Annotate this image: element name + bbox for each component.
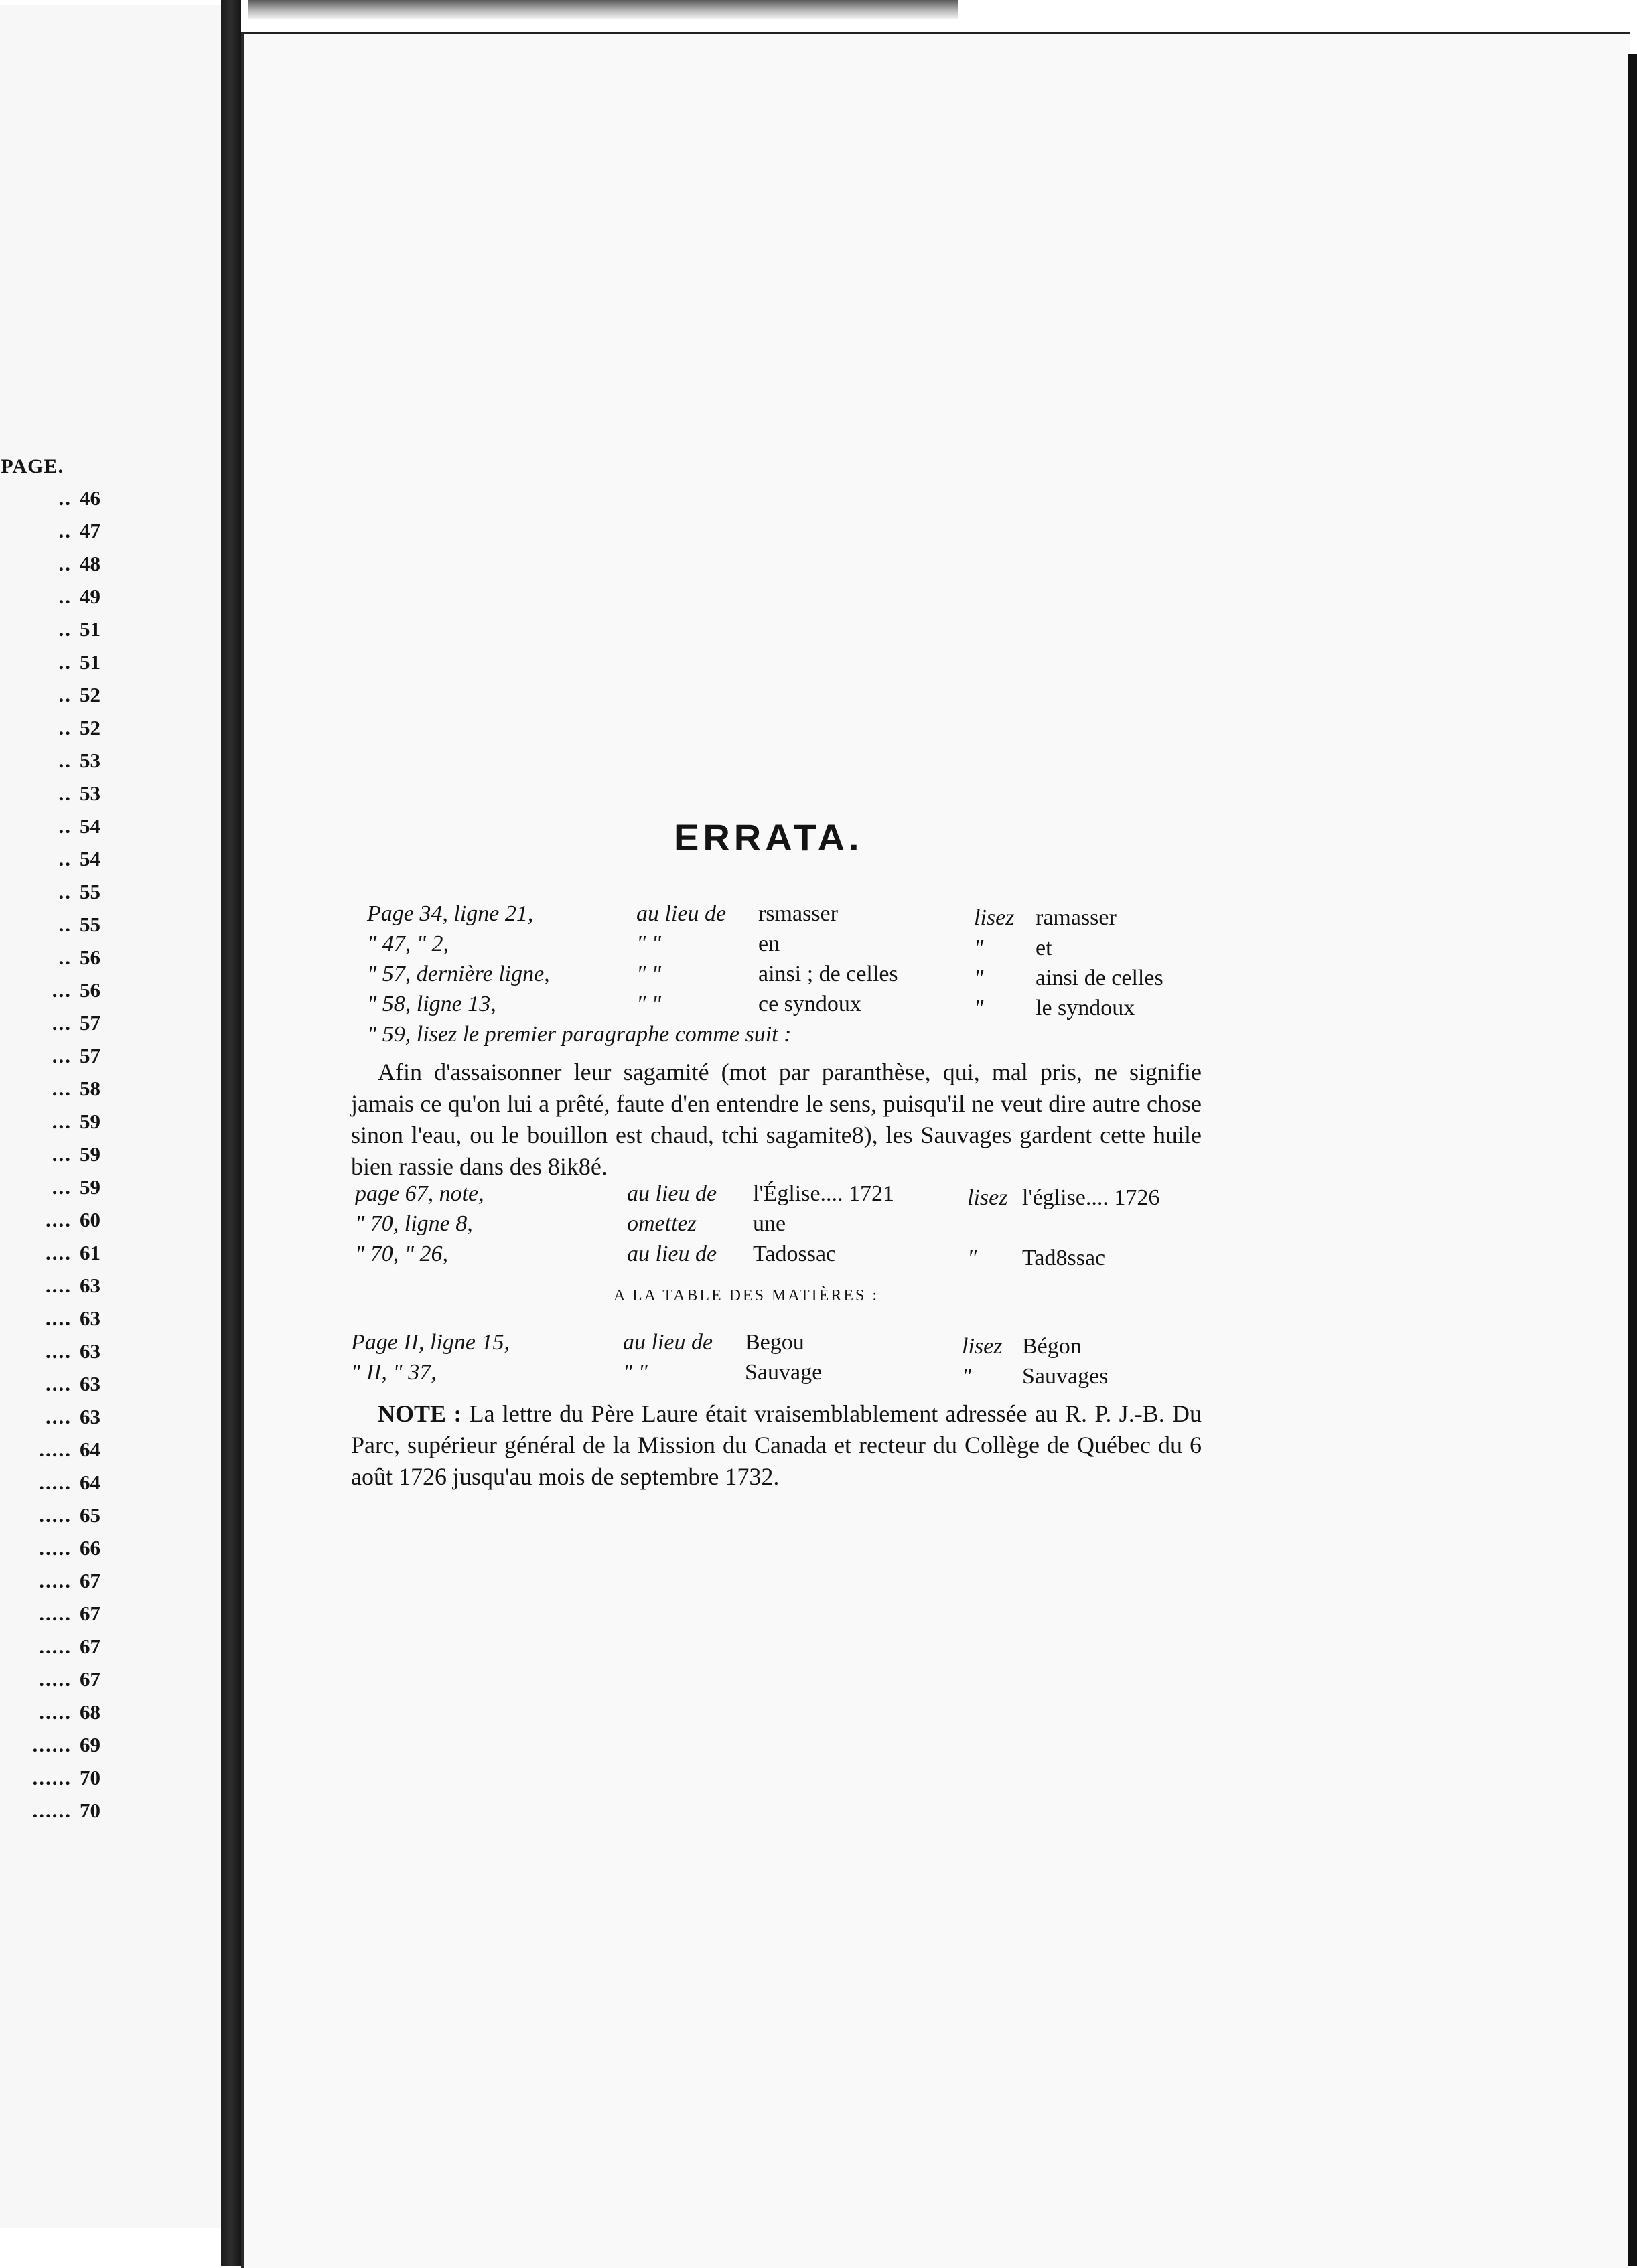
errata-read: lisez: [962, 1334, 1003, 1359]
toc-row: [0, 978, 100, 1011]
toc-row: [0, 781, 100, 814]
toc-leader: ..: [58, 650, 72, 674]
toc-leader: .....: [39, 1635, 72, 1658]
toc-page-number: 59: [80, 1142, 100, 1166]
toc-leader: ..: [58, 880, 72, 903]
toc-page-number: 59: [80, 1110, 100, 1133]
toc-row: [0, 1339, 100, 1372]
errata-instead: au lieu de: [627, 1241, 717, 1266]
errata-ref: " 70, " 26,: [355, 1241, 449, 1266]
errata-instead: " ": [636, 962, 662, 986]
errata-instead: omettez: [627, 1211, 697, 1236]
toc-page-number: 55: [80, 913, 100, 936]
toc-leader: ..: [58, 683, 72, 706]
toc-leader: .....: [39, 1667, 72, 1691]
toc-row: [0, 617, 100, 650]
toc-row: [0, 486, 100, 519]
toc-leader: ...: [52, 1077, 72, 1100]
table-subheading: A LA TABLE DES MATIÈRES :: [614, 1287, 879, 1304]
toc-leader: ...: [52, 1142, 72, 1166]
toc-page-list: [0, 486, 100, 1831]
toc-row: [0, 847, 100, 880]
errata-read: ": [974, 966, 984, 990]
toc-row: [0, 1110, 100, 1142]
toc-row: [0, 1405, 100, 1438]
toc-leader: .....: [39, 1602, 72, 1625]
toc-page-number: 57: [80, 1044, 100, 1067]
errata-wrong: Tadossac: [753, 1241, 837, 1266]
toc-page-number: 67: [80, 1667, 100, 1691]
toc-page-number: 67: [80, 1602, 100, 1625]
toc-page-number: 63: [80, 1306, 100, 1330]
errata-instead: au lieu de: [636, 901, 727, 926]
errata-instead: " ": [636, 992, 662, 1016]
toc-page-number: 59: [80, 1175, 100, 1199]
toc-page-header: PAGE.: [1, 455, 64, 477]
scan-shadow-top: [248, 0, 958, 19]
toc-leader: ...: [52, 1011, 72, 1035]
toc-page-number: 47: [80, 519, 100, 542]
toc-page-number: 52: [80, 683, 100, 706]
toc-row: [0, 1635, 100, 1667]
toc-page-number: 70: [80, 1766, 100, 1789]
errata-wrong: ainsi ; de celles: [758, 962, 898, 986]
toc-row: [0, 552, 100, 585]
toc-leader: ...: [52, 1044, 72, 1067]
toc-page-number: 63: [80, 1274, 100, 1297]
errata-right: Tad8ssac: [1022, 1245, 1106, 1270]
errata-read: ": [962, 1364, 972, 1389]
errata-ref: " 70, ligne 8,: [355, 1211, 473, 1236]
toc-leader: ......: [32, 1733, 72, 1756]
toc-page-number: 58: [80, 1077, 100, 1100]
toc-page-number: 68: [80, 1700, 100, 1724]
errata-right: Sauvages: [1022, 1364, 1109, 1389]
errata-instead: au lieu de: [627, 1181, 717, 1206]
toc-leader: .....: [39, 1569, 72, 1592]
toc-page-number: 49: [80, 585, 100, 608]
errata-wrong: ce syndoux: [758, 992, 861, 1016]
toc-leader: .....: [39, 1536, 72, 1560]
toc-leader: ....: [46, 1274, 72, 1297]
errata-instead: " ": [636, 931, 662, 956]
toc-page-number: 66: [80, 1536, 100, 1560]
toc-row: [0, 1438, 100, 1470]
toc-page-number: 64: [80, 1438, 100, 1461]
errata-ref: page 67, note,: [355, 1181, 484, 1206]
toc-leader: ...: [52, 1175, 72, 1199]
toc-row: [0, 1602, 100, 1635]
toc-leader: .....: [39, 1503, 72, 1527]
toc-row: [0, 1470, 100, 1503]
page-edge: [1628, 54, 1637, 2266]
toc-leader: ...: [52, 1110, 72, 1133]
toc-page-number: 67: [80, 1569, 100, 1592]
toc-row: [0, 683, 100, 716]
toc-page-number: 61: [80, 1241, 100, 1264]
toc-page-number: 69: [80, 1733, 100, 1756]
errata-read: lisez: [967, 1185, 1008, 1210]
toc-row: [0, 880, 100, 913]
toc-page-number: 70: [80, 1799, 100, 1822]
toc-page-number: 54: [80, 814, 100, 838]
toc-leader: ..: [58, 781, 72, 805]
left-page: [0, 5, 221, 2228]
errata-ref: " II, " 37,: [351, 1360, 437, 1385]
toc-row: [0, 1208, 100, 1241]
toc-page-number: 51: [80, 650, 100, 674]
toc-row: [0, 1241, 100, 1274]
errata-read: ": [967, 1245, 977, 1270]
toc-page-number: 53: [80, 749, 100, 772]
toc-page-number: 56: [80, 946, 100, 969]
errata-right: ainsi de celles: [1036, 966, 1163, 990]
toc-page-number: 53: [80, 781, 100, 805]
toc-leader: ..: [58, 716, 72, 739]
toc-row: [0, 1372, 100, 1405]
errata-paragraph: Afin d'assaisonner leur sagamité (mot par paranthèse, qui, mal pris, ne signifie jamais ce qu'on lui a prêté, faute d'en entendre le sens, puisqu'il ne veut dire autre chose sinon l'eau, ou le bouillon est chaud, tchi sagamite8), les Sauvages gardent cette huile bien rassie dans des 8ik8é.: [351, 1059, 1202, 1180]
toc-row: [0, 1503, 100, 1536]
errata-wrong: Sauvage: [745, 1360, 823, 1385]
errata-wrong: Begou: [745, 1330, 804, 1355]
errata-right: Bégon: [1022, 1334, 1082, 1359]
errata-right: et: [1036, 935, 1052, 960]
toc-row: [0, 749, 100, 781]
toc-row: [0, 1142, 100, 1175]
toc-page-number: 63: [80, 1339, 100, 1363]
toc-leader: .....: [39, 1438, 72, 1461]
toc-leader: ..: [58, 552, 72, 575]
errata-wrong: en: [758, 931, 780, 956]
toc-row: [0, 716, 100, 749]
errata-instead: " ": [623, 1360, 648, 1385]
errata-ref: Page 34, ligne 21,: [367, 901, 534, 926]
toc-row: [0, 1766, 100, 1799]
toc-page-number: 65: [80, 1503, 100, 1527]
errata-read: ": [974, 996, 984, 1020]
toc-page-number: 57: [80, 1011, 100, 1035]
toc-leader: ....: [46, 1339, 72, 1363]
errata-ref: " 59, lisez le premier paragraphe comme suit :: [367, 1022, 792, 1047]
toc-row: [0, 913, 100, 946]
note-paragraph: NOTE : La lettre du Père Laure était vraisemblablement adressée au R. P. J.-B. Du Parc, supérieur général de la Mission du Canada et recteur du Collège de Québec du 6 août 1726 jusqu'au mois de septembre 1732.: [351, 1400, 1202, 1490]
note-label: NOTE :: [378, 1400, 462, 1427]
toc-page-number: 54: [80, 847, 100, 871]
toc-leader: ..: [58, 847, 72, 871]
toc-row: [0, 1044, 100, 1077]
toc-page-number: 48: [80, 552, 100, 575]
errata-ref: Page II, ligne 15,: [351, 1330, 510, 1355]
toc-row: [0, 1700, 100, 1733]
toc-leader: ..: [58, 814, 72, 838]
toc-page-number: 56: [80, 978, 100, 1002]
toc-page-number: 67: [80, 1635, 100, 1658]
toc-row: [0, 1306, 100, 1339]
errata-read: ": [974, 935, 984, 960]
toc-page-number: 64: [80, 1470, 100, 1494]
errata-instead: au lieu de: [623, 1330, 713, 1355]
errata-right: l'église.... 1726: [1022, 1185, 1160, 1210]
toc-leader: ....: [46, 1241, 72, 1264]
toc-row: [0, 814, 100, 847]
toc-row: [0, 1733, 100, 1766]
toc-row: [0, 1011, 100, 1044]
toc-row: [0, 1569, 100, 1602]
toc-leader: ......: [32, 1799, 72, 1822]
errata-ref: " 57, dernière ligne,: [367, 962, 550, 986]
toc-leader: ..: [58, 946, 72, 969]
toc-leader: ......: [32, 1766, 72, 1789]
toc-page-number: 52: [80, 716, 100, 739]
errata-read: lisez: [974, 905, 1015, 930]
errata-wrong: une: [753, 1211, 786, 1236]
toc-leader: ....: [46, 1306, 72, 1330]
toc-leader: ..: [58, 749, 72, 772]
toc-row: [0, 1536, 100, 1569]
toc-leader: ..: [58, 486, 72, 510]
errata-wrong: rsmasser: [758, 901, 838, 926]
toc-leader: ..: [58, 913, 72, 936]
toc-leader: ....: [46, 1208, 72, 1231]
toc-row: [0, 585, 100, 617]
toc-leader: ..: [58, 519, 72, 542]
toc-leader: ...: [52, 978, 72, 1002]
toc-leader: .....: [39, 1470, 72, 1494]
errata-right: ramasser: [1036, 905, 1117, 930]
toc-page-number: 51: [80, 617, 100, 641]
toc-leader: ..: [58, 617, 72, 641]
toc-row: [0, 1274, 100, 1306]
toc-row: [0, 1799, 100, 1831]
toc-row: [0, 650, 100, 683]
toc-page-number: 63: [80, 1405, 100, 1428]
toc-page-number: 46: [80, 486, 100, 510]
errata-right: le syndoux: [1036, 996, 1135, 1020]
toc-row: [0, 1077, 100, 1110]
toc-page-number: 55: [80, 880, 100, 903]
toc-leader: .....: [39, 1700, 72, 1724]
errata-title: ERRATA.: [674, 816, 863, 858]
toc-row: [0, 1667, 100, 1700]
book-gutter: [221, 0, 241, 2266]
toc-row: [0, 1175, 100, 1208]
toc-leader: ....: [46, 1372, 72, 1395]
errata-ref: " 58, ligne 13,: [367, 992, 496, 1016]
toc-row: [0, 519, 100, 552]
errata-ref: " 47, " 2,: [367, 931, 449, 956]
toc-leader: ....: [46, 1405, 72, 1428]
toc-leader: ..: [58, 585, 72, 608]
toc-page-number: 63: [80, 1372, 100, 1395]
toc-row: [0, 946, 100, 978]
errata-wrong: l'Église.... 1721: [753, 1181, 895, 1206]
toc-page-number: 60: [80, 1208, 100, 1231]
